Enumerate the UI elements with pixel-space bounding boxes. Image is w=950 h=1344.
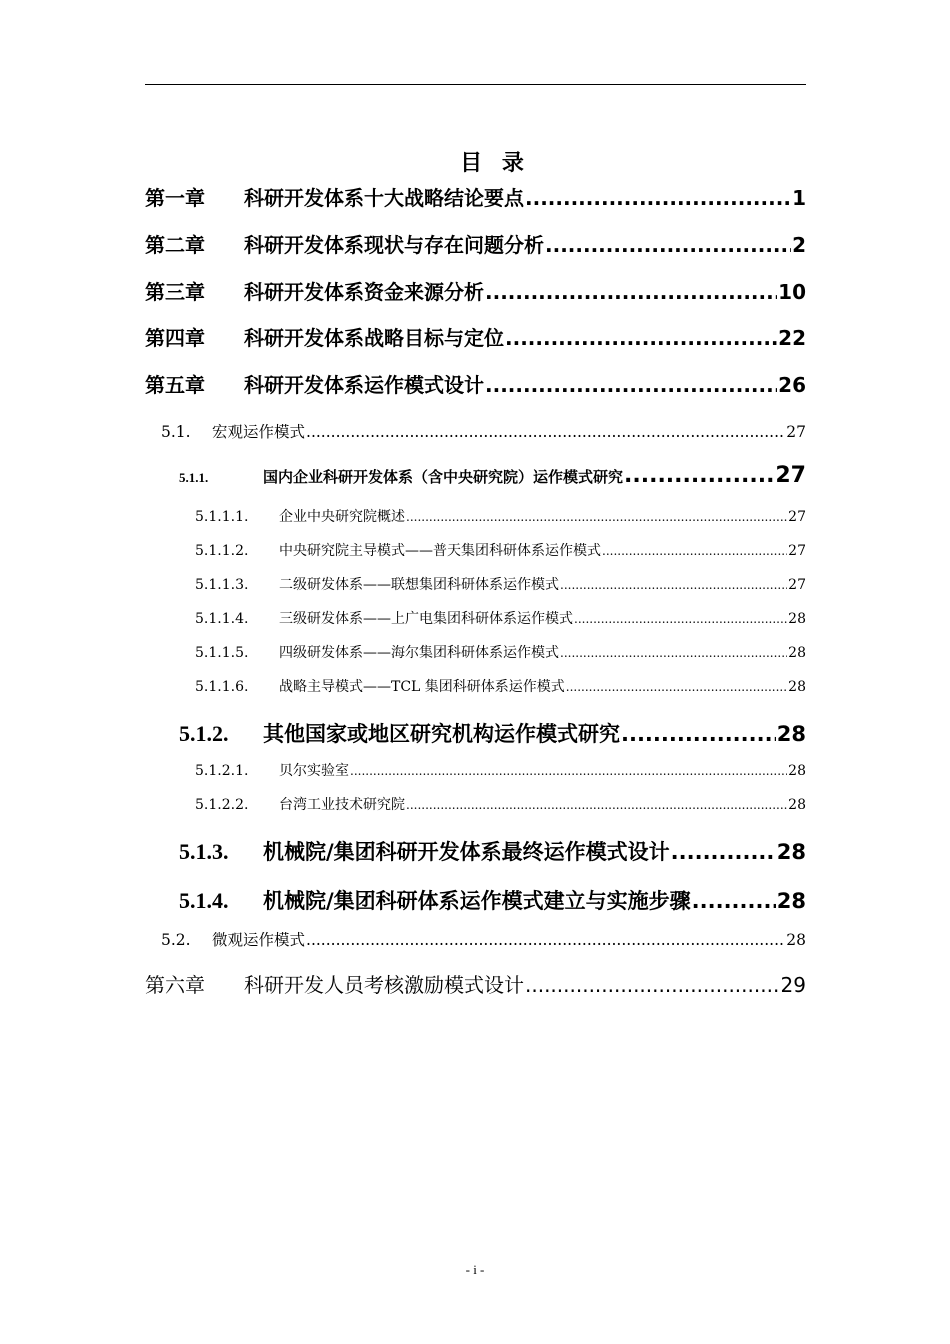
toc-entry-5-1-1-6[interactable]: 5.1.1.6. 战略主导模式——TCL 集团科研体系运作模式 ..... 28 bbox=[195, 676, 806, 696]
toc-entry-5-1-1-3[interactable]: 5.1.1.3. 二级研发体系——联想集团科研体系运作模式 ..... 27 bbox=[195, 574, 806, 594]
toc-entry-5-1-1-1[interactable]: 5.1.1.1. 企业中央研究院概述 ..... 27 bbox=[195, 506, 806, 526]
toc-entry-chapter-2[interactable]: 第二章 科研开发体系现状与存在问题分析 ..... 2 bbox=[145, 229, 806, 258]
toc-entry-chapter-4[interactable]: 第四章 科研开发体系战略目标与定位 ..... 22 bbox=[145, 322, 806, 351]
toc-entry-5-1-2-1[interactable]: 5.1.2.1. 贝尔实验室 ..... 28 bbox=[195, 760, 806, 780]
toc-entry-chapter-6[interactable]: 第六章 科研开发人员考核激励模式设计 ..... 29 bbox=[145, 969, 806, 998]
page-number-footer: - i - bbox=[465, 1262, 485, 1277]
toc-entry-subsection-5-1-3[interactable]: 5.1.3. 机械院/集团科研开发体系最终运作模式设计 ..... 28 bbox=[179, 836, 806, 866]
toc-title: 目 录 bbox=[460, 151, 530, 176]
toc-entry-subsection-5-1-4[interactable]: 5.1.4. 机械院/集团科研体系运作模式建立与实施步骤 ..... 28 bbox=[179, 885, 806, 915]
toc-entry-5-1-1-5[interactable]: 5.1.1.5. 四级研发体系——海尔集团科研体系运作模式 ..... 28 bbox=[195, 642, 806, 662]
toc-entry-section-5-2[interactable]: 5.2. 微观运作模式 ..... 28 bbox=[161, 928, 806, 950]
toc-entry-section-5-1[interactable]: 5.1. 宏观运作模式 ..... 27 bbox=[161, 420, 806, 442]
toc-entry-chapter-3[interactable]: 第三章 科研开发体系资金来源分析 ..... 10 bbox=[145, 276, 806, 305]
header-rule bbox=[145, 84, 806, 85]
toc-entry-subsection-5-1-1[interactable]: 5.1.1. 国内企业科研开发体系（含中央研究院）运作模式研究 ..... 27 bbox=[179, 463, 806, 488]
toc-entry-chapter-5[interactable]: 第五章 科研开发体系运作模式设计 ..... 26 bbox=[145, 369, 806, 398]
toc-entry-subsection-5-1-2[interactable]: 5.1.2. 其他国家或地区研究机构运作模式研究 ..... 28 bbox=[179, 718, 806, 748]
toc-entry-5-1-2-2[interactable]: 5.1.2.2. 台湾工业技术研究院 ..... 28 bbox=[195, 794, 806, 814]
toc-entry-5-1-1-2[interactable]: 5.1.1.2. 中央研究院主导模式——普天集团科研体系运作模式 ..... 27 bbox=[195, 540, 806, 560]
toc-entry-chapter-1[interactable]: 第一章 科研开发体系十大战略结论要点 ..... 1 bbox=[145, 182, 806, 211]
toc-entry-5-1-1-4[interactable]: 5.1.1.4. 三级研发体系——上广电集团科研体系运作模式 ..... 28 bbox=[195, 608, 806, 628]
